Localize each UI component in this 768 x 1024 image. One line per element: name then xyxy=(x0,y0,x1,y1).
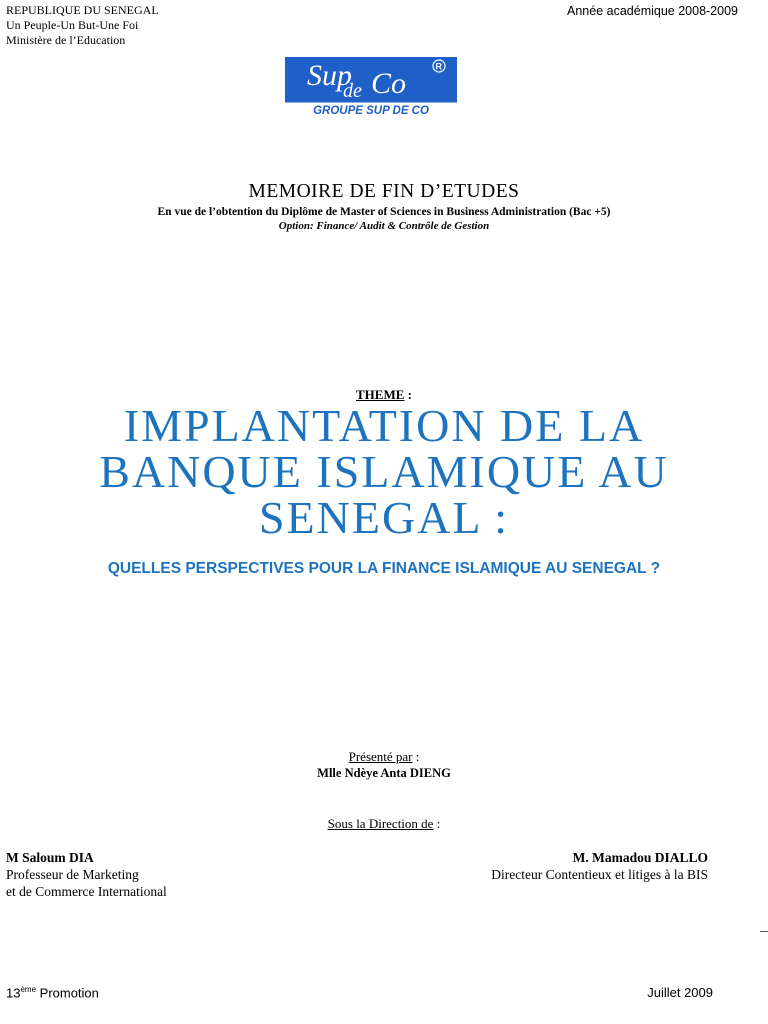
direction-label xyxy=(0,816,768,832)
document-date: Juillet 2009 xyxy=(647,985,713,1000)
supervisor-left xyxy=(6,849,167,900)
thesis-title-line-2: BANQUE ISLAMIQUE AU xyxy=(99,446,669,497)
supervisor-left-role-1: Professeur de Marketing xyxy=(6,867,139,882)
thesis-subtitle: QUELLES PERSPECTIVES POUR LA FINANCE ISLAMIQUE AU SENEGAL ? xyxy=(107,560,661,577)
supervisor-left-name: M Saloum DIA xyxy=(6,850,94,865)
logo-caption: GROUPE SUP DE CO xyxy=(313,105,429,117)
supervisor-left-role-2: et de Commerce International xyxy=(6,884,167,899)
theme-label-text: THEME xyxy=(356,387,405,402)
ministry-line: Ministère de l’Education xyxy=(6,33,126,47)
promotion xyxy=(6,985,99,1000)
edge-mark xyxy=(760,931,768,932)
logo-de-text: de xyxy=(343,80,362,102)
memoire-option: Option: Finance/ Audit & Contrôle de Gestion xyxy=(278,220,490,232)
supervisor-right-name: M. Mamadou DIALLO xyxy=(572,850,708,865)
supervisor-right xyxy=(491,849,708,883)
direction-label-text: Sous la Direction de xyxy=(327,816,434,831)
thesis-title-line-3: SENEGAL : xyxy=(258,492,510,543)
direction-label-suffix: : xyxy=(433,816,441,831)
supervisor-right-role-1: Directeur Contentieux et litiges à la BIS xyxy=(491,867,708,882)
motto-line: Un Peuple-Un But-Une Foi xyxy=(6,18,139,32)
thesis-title xyxy=(0,400,768,543)
theme-label-suffix: : xyxy=(404,387,412,402)
promotion-ordinal: ème xyxy=(20,985,37,994)
thesis-title-line-1: IMPLANTATION DE LA xyxy=(123,400,645,451)
promotion-number: 13 xyxy=(6,985,21,1001)
presented-by-label: Présenté par xyxy=(348,749,413,764)
memoire-title: MEMOIRE DE FIN D’ETUDES xyxy=(248,181,520,202)
logo-co-text: Co xyxy=(371,67,407,100)
author-name: Mlle Ndèye Anta DIENG xyxy=(317,766,451,780)
logo-sup-text: Sup xyxy=(307,59,352,92)
memoire-subtitle: En vue de l’obtention du Diplôme de Master of Sciences in Business Administration (Bac +5) xyxy=(157,206,611,218)
header-institution xyxy=(6,3,159,48)
presented-by-suffix: : xyxy=(412,749,420,764)
academic-year: Année académique 2008-2009 xyxy=(567,4,738,18)
presented-by xyxy=(0,749,768,765)
registered-mark-text: R xyxy=(435,61,442,72)
promotion-label: Promotion xyxy=(36,985,99,1001)
supdeco-logo xyxy=(285,57,457,117)
republic-line: REPUBLIQUE DU SENEGAL xyxy=(6,3,159,17)
